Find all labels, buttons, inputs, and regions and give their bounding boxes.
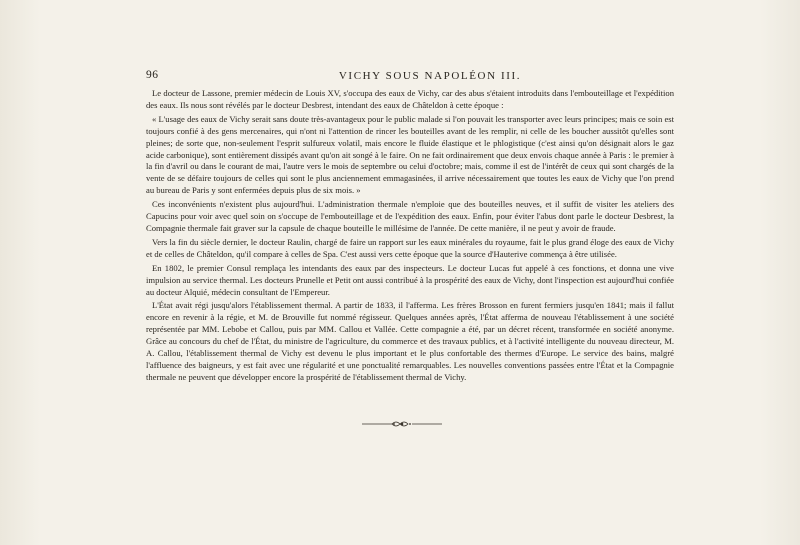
paragraph-3: Ces inconvénients n'existent plus aujourd'hui. L'administration thermale n'emploie que des bouteilles neuves, et il suffit de visiter les ateliers des Capucins pour voir avec quel soin on s'occupe de l'embouteillage et de l'expédition des eaux. Enfin, pour éviter l'abus dont parle le docteur Desbrest, la Compagnie thermale fait graver sur la capsule de chaque bouteille le millésime de l'année. De cette manière, il ne peut y avoir de fraude. (146, 199, 674, 233)
paragraph-1: Le docteur de Lassone, premier médecin de Louis XV, s'occupa des eaux de Vichy, car des abus s'étaient introduits dans l'embouteillage et l'expédition des eaux. Ils nous sont révélés par le docteur Desbrest, intendant des eaux de Châteldon à cette époque : (146, 88, 674, 110)
paragraph-5: En 1802, le premier Consul remplaça les intendants des eaux par des inspecteurs. Le docteur Lucas fut appelé à ces fonctions, et donna une vive impulsion au service thermal. Les docteurs Prunelle et Petit ont aussi contribué à la prospérité des eaux de Vichy, dont l'inspection est aujourd'hui confiée au docteur Alquié, médecin consultant de l'Empereur. (146, 262, 674, 297)
running-head: VICHY SOUS NAPOLÉON III. (338, 70, 522, 82)
tail-piece-ornament-icon (360, 420, 444, 428)
page-number: 96 (146, 69, 159, 81)
paragraph-2-quotation: « L'usage des eaux de Vichy serait sans doute très-avantageux pour le public malade si l'on pouvait les transporter avec leurs principes; mais ce soin est toujours confié à des gens mercenaires, qui n'ont ni l'attention de rincer les bouteilles avant de les remplir, ni celle de les boucher aussitôt qu'elles sont pleines; de sorte que, non-seulement l'esprit sulfureux volatil, mais encore le fluide élastique et le phlogistique (c'est ainsi qu'on désignait alors le gaz acide carbonique), sont entièrement dissipés avant qu'on ait songé à le faire. On ne fait ordinairement que deux envois chaque année à Paris : le premier à la fin d'avril ou dans le courant de mai, l'autre vers le mois de septembre ou celui d'octobre; mais, comme il est de l'intérêt de ceux qui sont chargés de la vente de se défaire toujours de celles qui sont le plus anciennement emmagasinées, il arrive nécessairement que toutes les eaux de Vichy que l'on prend au bureau de Paris y sont enfermées depuis plus de six mois. » (146, 113, 674, 196)
body-text (146, 88, 674, 384)
paragraph-4: Vers la fin du siècle dernier, le docteur Raulin, chargé de faire un rapport sur les eaux minérales du royaume, fait le plus grand éloge des eaux de Vichy et de celles de Châteldon, qu'il compare à celles de Spa. C'est aussi vers cette époque que la source d'Hauterive commença à être utilisée. (146, 236, 674, 259)
paragraph-6: L'État avait régi jusqu'alors l'établissement thermal. A partir de 1833, il l'afferma. Les frères Brosson en furent fermiers jusqu'en 1841; mais il fallut encore en revenir à la régie, et M. de Brouville fut nommé régisseur. Quelques années après, l'État afferma de nouveau l'établissement à une société représentée par MM. Lebobe et Callou, puis par MM. Callou et Vallée. Cette compagnie a été, par un décret récent, transformée en société anonyme. Grâce au concours du chef de l'État, du ministre de l'agriculture, du commerce et des travaux publics, et à l'activité intelligente du nouveau directeur, M. A. Callou, l'établissement thermal de Vichy est devenu le plus important et le plus confortable des thermes d'Europe. Le service des bains, malgré l'affluence des baigneurs, y est fait avec une régularité et une ponctualité remarquables. Les nouvelles conventions passées entre l'État et la Compagnie thermale ne peuvent que développer encore la prospérité de l'établissement thermal de Vichy. (146, 300, 674, 382)
